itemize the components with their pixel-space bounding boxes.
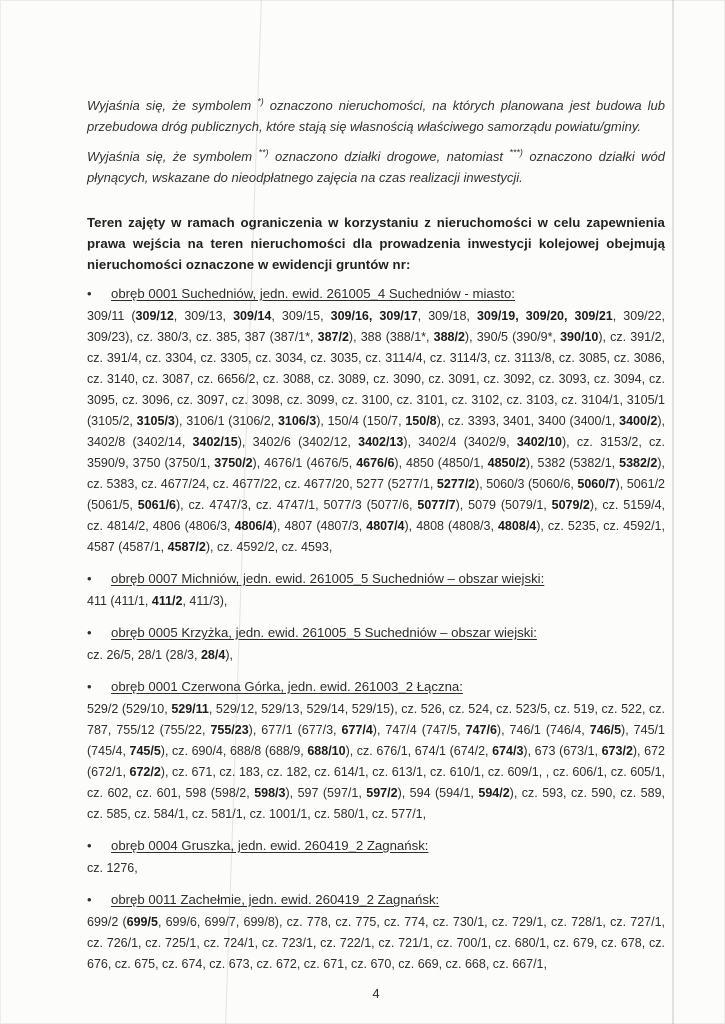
section-heading: obręb 0001 Suchedniów, jedn. ewid. 261005_4 Suchedniów - miasto: bbox=[111, 286, 515, 301]
bullet-icon: • bbox=[87, 679, 92, 694]
parcel-section-krzyzka bbox=[87, 623, 665, 666]
parcel-list: cz. 26/5, 28/1 (28/3, 28/4), bbox=[87, 648, 233, 662]
section-heading: obręb 0005 Krzyżka, jedn. ewid. 261005_5 Suchedniów – obszar wiejski: bbox=[111, 625, 537, 640]
parcel-section-czerwona-gorka bbox=[87, 677, 665, 825]
parcel-list: 529/2 (529/10, 529/11, 529/12, 529/13, 529/14, 529/15), cz. 526, cz. 524, cz. 523/5, cz. 519, cz. 522, cz. 787, 755/12 (755/22, 755/23), 677/1 (677/3, 677/4), 747/4 (747/5, 747/6), 746/1 (746/4, 746/5), 745/1 (745/4, 745/5), cz. 690/4, 688/8 (688/9, 688/10), cz. 676/1, 674/1 (674/2, 674/3), 673 (673/1, 673/2), 672 (672/1, 672/2), cz. 671, cz. 183, cz. 182, cz. 614/1, cz. 613/1, cz. 610/1, cz. 609/1, , cz. 606/1, cz. 605/1, cz. 602, cz. 601, 598 (598/2, 598/3), 597 (597/1, 597/2), 594 (594/1, 594/2), cz. 593, cz. 590, cz. 589, cz. 585, cz. 584/1, cz. 581/1, cz. 1001/1, cz. 580/1, cz. 577/1, bbox=[87, 702, 666, 821]
explanatory-note-2: Wyjaśnia się, że symbolem **) oznaczono działki drogowe, natomiast ***) oznaczono działki wód płynących, wskazane do nieodpłatnego zajęcia na czas realizacji inwestycji. bbox=[87, 147, 665, 185]
parcel-list: cz. 1276, bbox=[87, 861, 138, 875]
parcel-section-gruszka bbox=[87, 836, 665, 879]
bullet-icon: • bbox=[87, 286, 92, 301]
explanatory-note-1: Wyjaśnia się, że symbolem *) oznaczono nieruchomości, na których planowana jest budowa lub przebudowa dróg publicznych, które stają się własnością właściwego samorządu powiatu/gminy. bbox=[87, 96, 665, 134]
parcel-sections bbox=[87, 284, 665, 975]
parcel-section-suchedniow-miasto bbox=[87, 284, 665, 558]
parcel-list: 309/11 (309/12, 309/13, 309/14, 309/15, 309/16, 309/17, 309/18, 309/19, 309/20, 309/21, 309/22, 309/23), cz. 380/3, cz. 385, 387 (387/1*, 387/2), 388 (388/1*, 388/2), 390/5 (390/9*, 390/10), cz. 391/2, cz. 391/4, cz. 3304, cz. 3305, cz. 3034, cz. 3035, cz. 3114/4, cz. 3114/3, cz. 3113/8, cz. 3085, cz. 3086, cz. 3140, cz. 3087, cz. 6656/2, cz. 3088, cz. 3089, cz. 3090, cz. 3091, cz. 3092, cz. 3093, cz. 3094, cz. 3095, cz. 3096, cz. 3097, cz. 3098, cz. 3099, cz. 3100, cz. 3101, cz. 3102, cz. 3103, cz. 3104/1, 3105/1 (3105/2, 3105/3), 3106/1 (3106/2, 3106/3), 150/4 (150/7, 150/8), cz. 3393, 3401, 3400 (3400/1, 3400/2), 3402/8 (3402/14, 3402/15), 3402/6 (3402/12, 3402/13), 3402/4 (3402/9, 3402/10), cz. 3153/2, cz. 3590/9, 3750 (3750/1, 3750/2), 4676/1 (4676/5, 4676/6), 4850 (4850/1, 4850/2), 5382 (5382/1, 5382/2), cz. 5383, cz. 4677/24, cz. 4677/22, cz. 4677/20, 5277 (5277/1, 5277/2), 5060/3 (5060/6, 5060/7), 5061/2 (5061/5, 5061/6), cz. 4747/3, cz. 4747/1, 5077/3 (5077/6, 5077/7), 5079 (5079/1, 5079/2), cz. 5159/4, cz. 4814/2, 4806 (4806/3, 4806/4), 4807 (4807/3, 4807/4), 4808 (4808/3, 4808/4), cz. 5235, cz. 4592/1, 4587 (4587/1, 4587/2), cz. 4592/2, cz. 4593, bbox=[87, 309, 666, 554]
parcel-section-zachelmie bbox=[87, 890, 665, 975]
page-number: 4 bbox=[372, 986, 380, 1001]
bullet-icon: • bbox=[87, 838, 92, 853]
bullet-icon: • bbox=[87, 571, 92, 586]
page-content bbox=[87, 95, 665, 1001]
section-heading: obręb 0001 Czerwona Górka, jedn. ewid. 261003_2 Łączna: bbox=[111, 679, 463, 694]
bullet-icon: • bbox=[87, 892, 92, 907]
parcel-list: 411 (411/1, 411/2, 411/3), bbox=[87, 594, 228, 608]
intro-paragraph: Teren zajęty w ramach ograniczenia w korzystaniu z nieruchomości w celu zapewnienia prawa wejścia na teren nieruchomości dla prowadzenia inwestycji kolejowej obejmują nieruchomości oznaczone w ewidencji gruntów nr: bbox=[87, 215, 665, 272]
paper-fold-line-right bbox=[672, 0, 674, 1024]
parcel-section-michniow bbox=[87, 569, 665, 612]
section-heading: obręb 0007 Michniów, jedn. ewid. 261005_5 Suchedniów – obszar wiejski: bbox=[111, 571, 545, 586]
section-heading: obręb 0011 Zachełmie, jedn. ewid. 260419_2 Zagnańsk: bbox=[111, 892, 440, 907]
bullet-icon: • bbox=[87, 625, 92, 640]
section-heading: obręb 0004 Gruszka, jedn. ewid. 260419_2 Zagnańsk: bbox=[111, 838, 429, 853]
parcel-list: 699/2 (699/5, 699/6, 699/7, 699/8), cz. 778, cz. 775, cz. 774, cz. 730/1, cz. 729/1, cz. 728/1, cz. 727/1, cz. 726/1, cz. 725/1, cz. 724/1, cz. 723/1, cz. 722/1, cz. 721/1, cz. 700/1, cz. 680/1, cz. 679, cz. 678, cz. 676, cz. 675, cz. 674, cz. 673, cz. 672, cz. 671, cz. 670, cz. 669, cz. 668, cz. 667/1, bbox=[87, 915, 666, 971]
